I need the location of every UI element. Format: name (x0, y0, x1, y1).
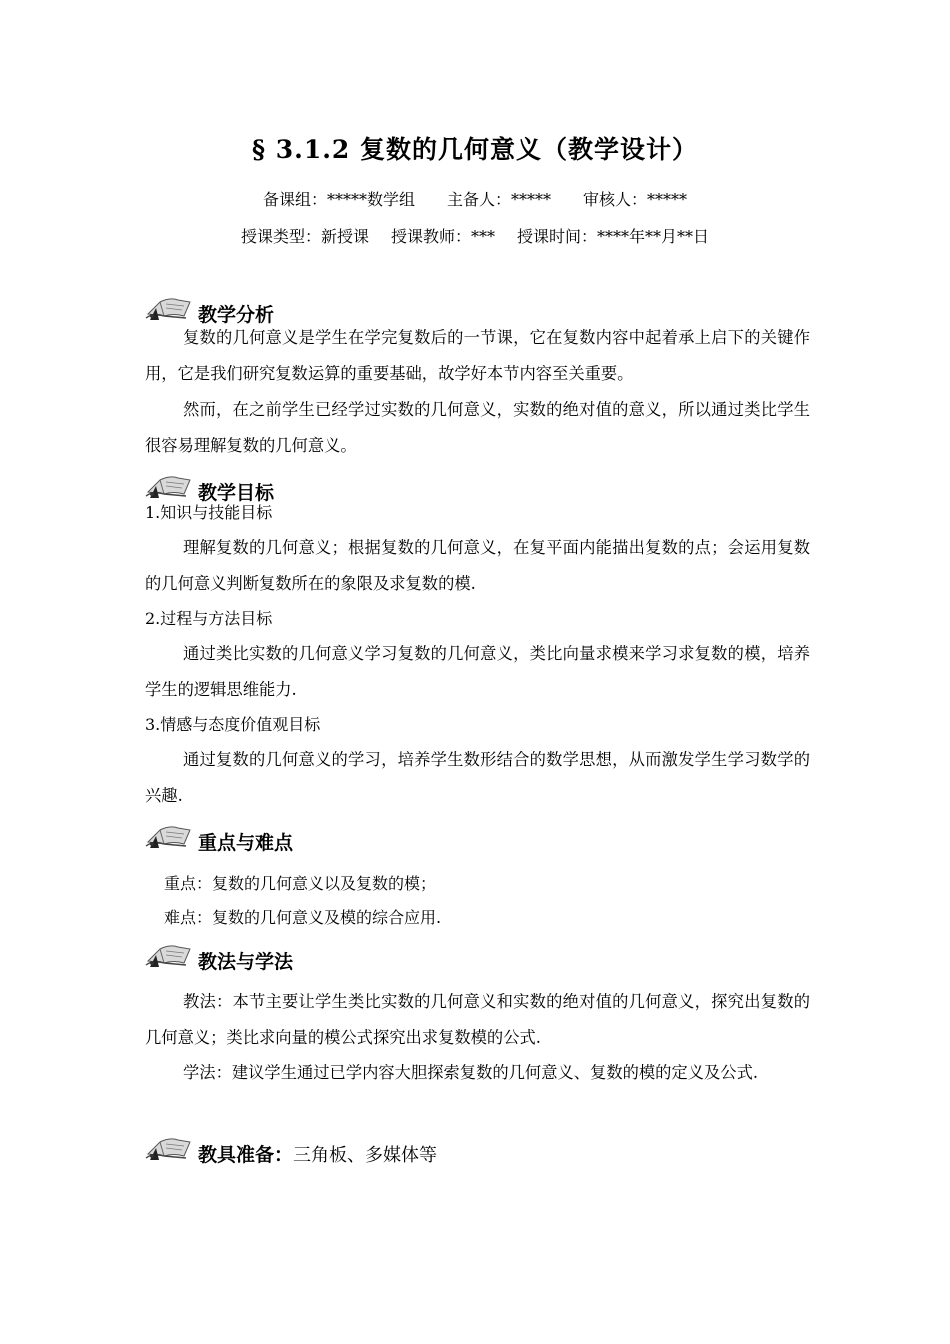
book-icon (144, 822, 196, 852)
document-title: § 3.1.2 复数的几何意义（教学设计） (251, 135, 699, 164)
lesson-type: 授课类型：新授课 (240, 227, 369, 246)
analysis-paragraph-1: 复数的几何意义是学生在学完复数后的一节课，它在复数内容中起着承上启下的关键作用，它是我们研究复数运算的重要基础，故学好本节内容至关重要。 (145, 328, 810, 383)
tools-heading: 教具准备： (198, 1144, 294, 1166)
teaching-method-text: 教法：本节主要让学生类比实数的几何意义和实数的绝对值的几何意义，探究出复数的几何意义；类比求向量的模公式探究出求复数模的公式. (145, 992, 810, 1047)
analysis-paragraph-2: 然而，在之前学生已经学过实数的几何意义，实数的绝对值的意义，所以通过类比学生很容易理解复数的几何意义。 (145, 400, 810, 455)
book-icon (144, 941, 196, 971)
lesson-teacher: 授课教师：*** (390, 227, 495, 246)
book-icon (144, 1134, 196, 1164)
goal-1-text: 理解复数的几何意义；根据复数的几何意义，在复平面内能描出复数的点；会运用复数的几何意义判断复数所在的象限及求复数的模. (145, 538, 810, 593)
heading-label: 重点与难点 (198, 832, 294, 854)
reviewer: 审核人：***** (583, 190, 688, 209)
main-preparer: 主备人：***** (446, 190, 551, 209)
goal-3-text: 通过复数的几何意义的学习，培养学生数形结合的数学思想，从而激发学生学习数学的兴趣. (145, 750, 810, 805)
meta-line-1 (0, 187, 950, 210)
difficulty-line: 难点：复数的几何意义及模的综合应用. (164, 908, 442, 927)
learning-method-text: 学法：建议学生通过已学内容大胆探索复数的几何意义、复数的模的定义及公式. (183, 1063, 759, 1082)
prep-group: 备课组：*****数学组 (262, 190, 415, 209)
lesson-time: 授课时间：****年**月**日 (517, 227, 710, 246)
meta-line-2 (0, 224, 950, 247)
heading-label (198, 1140, 437, 1167)
focus-line: 重点：复数的几何意义以及复数的模； (164, 874, 437, 893)
goal-2-title: 2.过程与方法目标 (145, 609, 273, 628)
heading-label: 教学分析 (198, 304, 275, 326)
heading-label: 教法与学法 (198, 951, 294, 973)
tools-text: 三角板、多媒体等 (293, 1145, 438, 1166)
heading-label: 教学目标 (198, 482, 275, 504)
goal-2-text: 通过类比实数的几何意义学习复数的几何意义，类比向量求模来学习求复数的模，培养学生的逻辑思维能力. (145, 644, 810, 699)
goal-1-title: 1.知识与技能目标 (145, 503, 273, 522)
book-icon (144, 472, 196, 502)
goal-3-title: 3.情感与态度价值观目标 (145, 715, 321, 734)
